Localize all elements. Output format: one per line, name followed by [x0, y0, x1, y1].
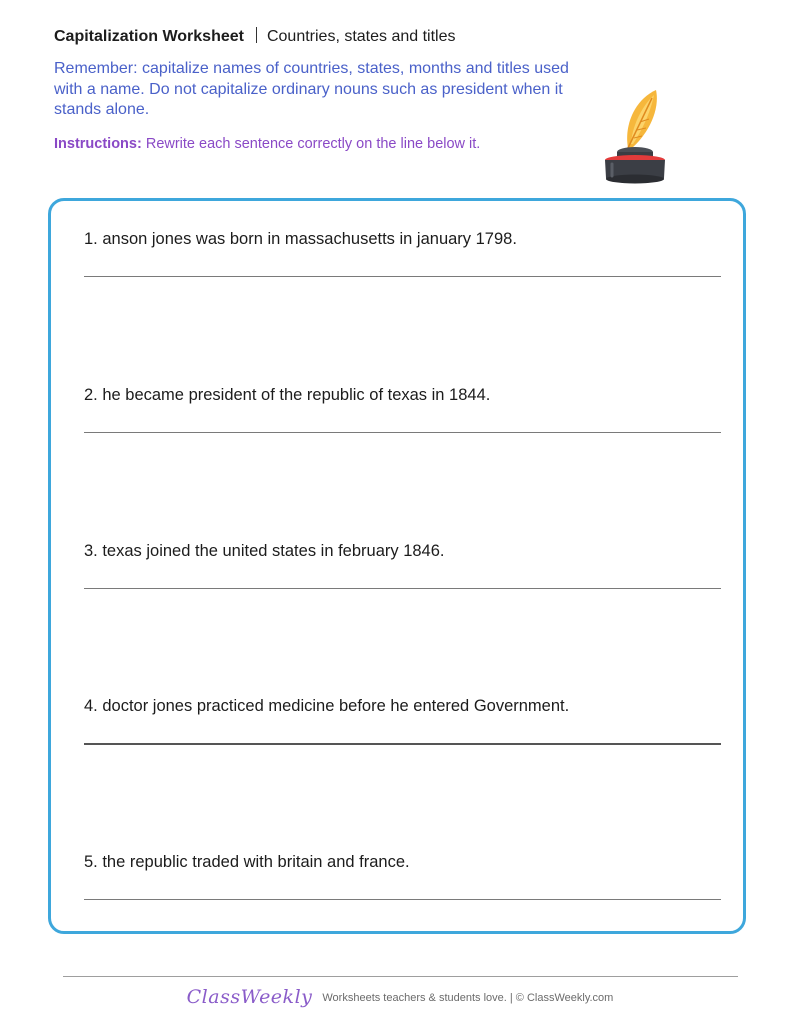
instructions-label: Instructions:	[54, 135, 142, 152]
question-5	[84, 851, 721, 873]
worksheet-header	[54, 26, 574, 154]
worksheet-title: Capitalization Worksheet	[54, 28, 244, 45]
questions-card	[48, 198, 746, 934]
footer-divider	[63, 976, 738, 977]
answer-line[interactable]	[84, 899, 721, 900]
worksheet-subtitle: Countries, states and titles	[266, 28, 456, 45]
question-text: 2. he became president of the republic of texas in 1844.	[84, 386, 491, 404]
instructions-text: Rewrite each sentence correctly on the line below it.	[145, 135, 481, 152]
footer-tagline: Worksheets teachers & students love. | © ClassWeekly.com	[322, 992, 614, 1004]
reminder-text: Remember: capitalize names of countries, states, months and titles used with a name. Do not capitalize ordinary nouns such as president when it stands alone.	[54, 60, 569, 118]
question-1	[84, 228, 721, 250]
question-text: 1. anson jones was born in massachusetts in january 1798.	[84, 230, 517, 248]
question-4	[84, 695, 721, 717]
answer-line[interactable]	[84, 276, 721, 277]
instructions	[54, 134, 574, 154]
title-divider	[256, 27, 257, 43]
question-text: 3. texas joined the united states in february 1846.	[84, 542, 445, 560]
title-line	[54, 26, 574, 48]
brand-logo: ClassWeekly	[186, 986, 313, 1008]
answer-line[interactable]	[84, 743, 721, 745]
question-text: 5. the republic traded with britain and france.	[84, 853, 410, 871]
question-3	[84, 540, 721, 562]
question-2	[84, 384, 721, 406]
inkwell-quill-icon	[598, 86, 672, 190]
footer	[0, 986, 800, 1008]
question-text: 4. doctor jones practiced medicine before he entered Government.	[84, 697, 570, 715]
answer-line[interactable]	[84, 432, 721, 433]
answer-line[interactable]	[84, 588, 721, 589]
